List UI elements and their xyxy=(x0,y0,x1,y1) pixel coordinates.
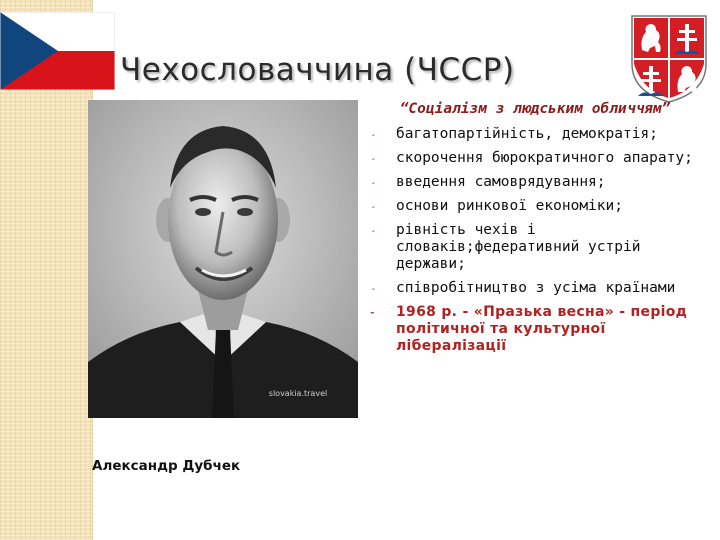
bullet-marker-icon: - xyxy=(370,306,375,319)
content-block xyxy=(370,101,700,362)
portrait-photo xyxy=(88,100,358,418)
slide-title: Чехословаччина (ЧССР) xyxy=(120,52,515,88)
bullet-list xyxy=(370,126,700,355)
photo-watermark: slovakia.travel xyxy=(268,389,328,398)
bullet-marker-icon: - xyxy=(370,176,377,189)
bullet-marker-icon: - xyxy=(370,282,377,295)
list-item xyxy=(370,222,700,273)
list-item xyxy=(370,126,700,143)
bullet-marker-icon: - xyxy=(370,224,377,237)
content-subtitle: “Соціалізм з людським обличчям” xyxy=(399,101,671,117)
list-item-text: 1968 р. - «Празька весна» - період політичної та культурної лібералізації xyxy=(396,304,688,354)
list-item-text: багатопартійність, демократія; xyxy=(396,126,658,142)
list-item xyxy=(370,174,700,191)
list-item-highlight xyxy=(370,304,700,355)
list-item-text: основи ринкової економіки; xyxy=(396,198,623,214)
photo-caption: Александр Дубчек xyxy=(92,458,241,474)
czechoslovak-flag-icon xyxy=(0,12,115,90)
list-item xyxy=(370,280,700,297)
bullet-marker-icon: - xyxy=(370,128,377,141)
list-item-text: співробітництво з усіма країнами xyxy=(396,280,676,296)
bullet-marker-icon: - xyxy=(370,200,377,213)
list-item-text: скорочення бюрократичного апарату; xyxy=(396,150,693,166)
bullet-marker-icon: - xyxy=(370,152,377,165)
coat-of-arms-icon xyxy=(628,12,710,104)
list-item-text: введення самоврядування; xyxy=(396,174,606,190)
list-item xyxy=(370,150,700,167)
list-item xyxy=(370,198,700,215)
list-item-text: рівність чехів і словаків;федеративний устрій держави; xyxy=(396,222,641,272)
